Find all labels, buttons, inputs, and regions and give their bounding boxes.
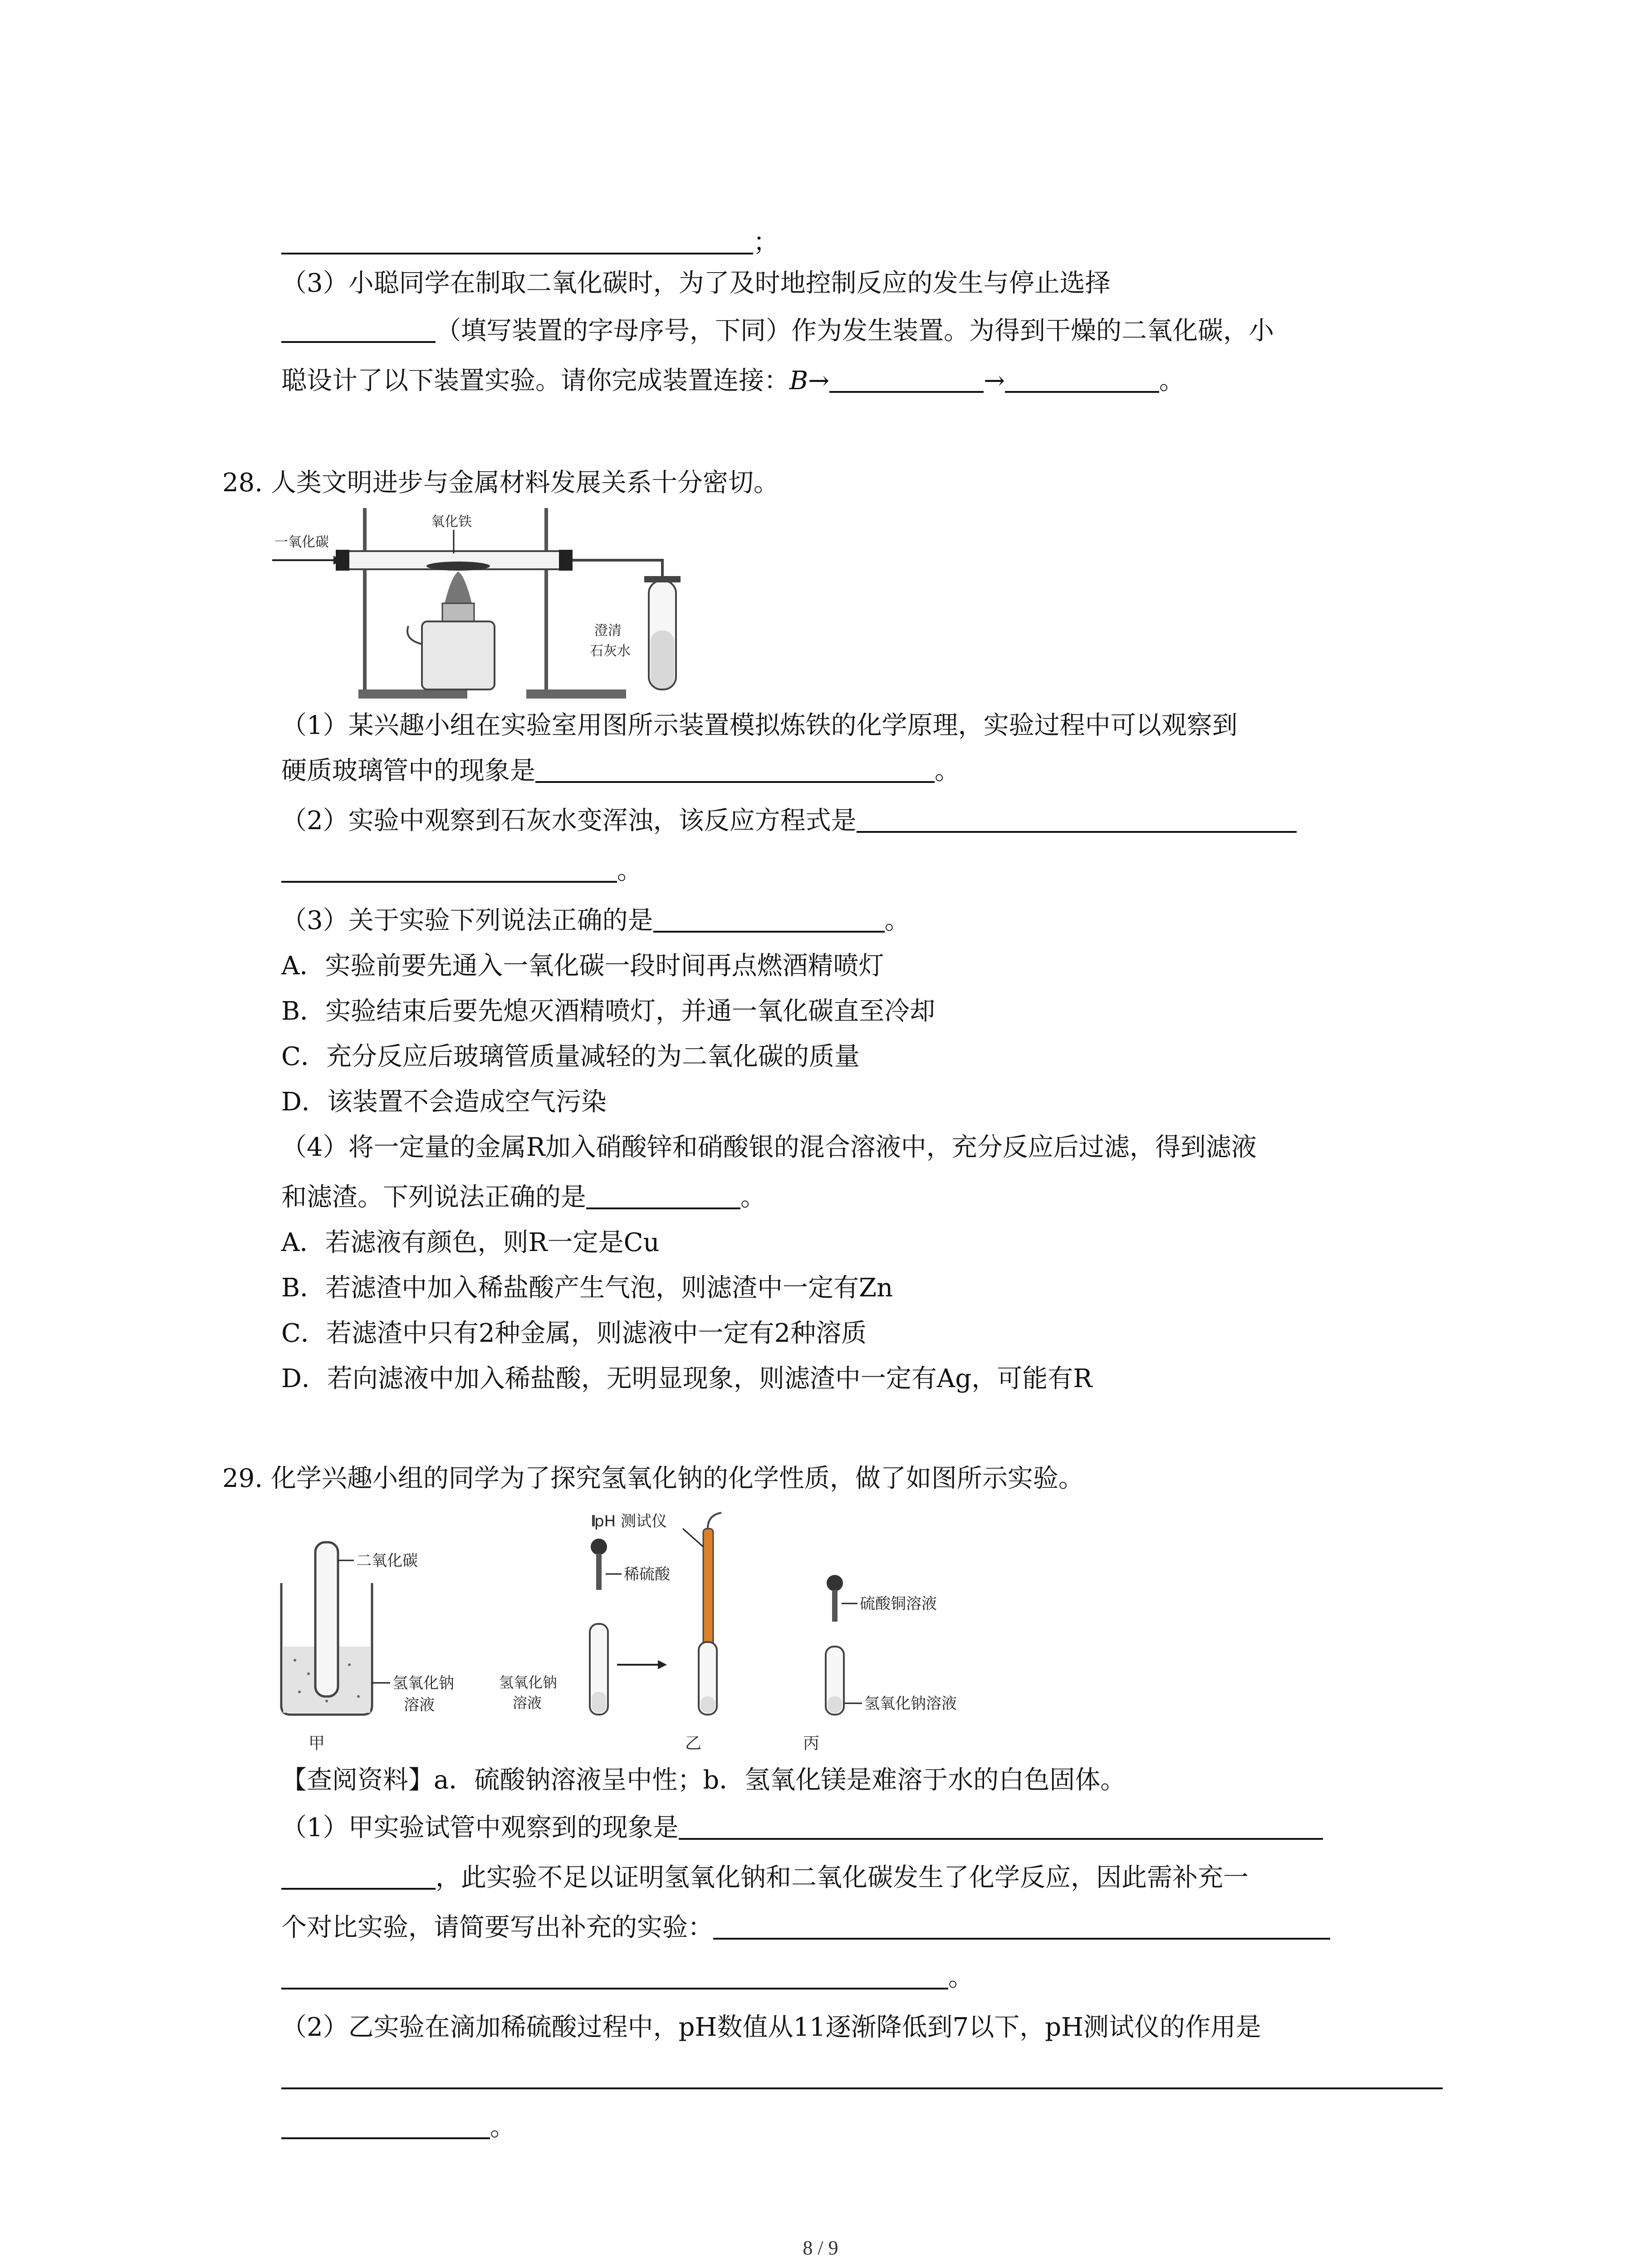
q28-part4-line1: （4）将一定量的金属R加入硝酸锌和硝酸银的混合溶液中，充分反应后过滤，得到滤液 [281, 1133, 1257, 1162]
svg-text:稀硫酸: 稀硫酸 [624, 1565, 670, 1584]
stand-rod-left [363, 508, 367, 694]
svg-text:乙: 乙 [685, 1734, 702, 1753]
q28-part1-line2: 硬质玻璃管中的现象是 。 [281, 753, 960, 789]
q29-info: 【查阅资料】a．硫酸钠溶液呈中性；b．氢氧化镁是难溶于水的白色固体。 [281, 1765, 1126, 1795]
q28-part4-option-a: A．若滤液有颜色，则R一定是Cu [281, 1228, 660, 1257]
stand-base-right [526, 689, 626, 699]
answer-blank[interactable] [713, 1911, 1330, 1940]
stand-rod-right [544, 508, 548, 694]
answer-blank[interactable] [535, 754, 935, 783]
answer-blank[interactable] [281, 2060, 1443, 2089]
svg-text:溶液: 溶液 [404, 1696, 435, 1714]
q27-part3-line1: （3）小聪同学在制取二氧化碳时，为了及时地控制反应的发生与停止选择 [281, 269, 1111, 298]
stopper-right [559, 550, 573, 571]
q28-part1-line1: （1）某兴趣小组在实验室用图所示装置模拟炼铁的化学原理，实验过程中可以观察到 [281, 711, 1238, 740]
flame-icon [445, 572, 472, 603]
dropper-bulb-bing [827, 1575, 843, 1591]
answer-blank[interactable] [281, 1960, 948, 1989]
q28-iron-smelting-figure [272, 508, 726, 708]
q29-part2-line1: （2）乙实验在滴加稀硫酸过程中，pH数值从11逐渐降低到7以下，pH测试仪的作用是 [281, 2013, 1261, 2042]
q28-part3-option-a: A．实验前要先通入一氧化碳一段时间再点燃酒精喷灯 [281, 951, 884, 981]
q28-part3-option-d: D．该装置不会造成空气污染 [281, 1087, 607, 1117]
svg-text:氢氧化钠: 氢氧化钠 [392, 1674, 454, 1692]
q28-part2-line1: （2）实验中观察到石灰水变浑浊，该反应方程式是 [281, 803, 1297, 839]
q27-part3-line2: （填写装置的字母序号，下同）作为发生装置。为得到干燥的二氧化碳，小 [281, 313, 1274, 349]
q29-part2-line3: 。 [281, 2109, 515, 2146]
answer-blank[interactable] [281, 854, 617, 883]
svg-text:甲: 甲 [309, 1734, 325, 1753]
answer-blank[interactable] [586, 1180, 740, 1209]
answer-blank[interactable] [857, 804, 1297, 833]
answer-blank[interactable] [281, 2110, 490, 2139]
svg-text:澄清: 澄清 [594, 623, 622, 639]
q27-part3-line3: 聪设计了以下装置实验。请你完成装置连接：B→ → 。 [281, 363, 1185, 399]
dropper-tube [596, 1554, 602, 1590]
q27-answer-line: ； [281, 225, 779, 261]
svg-text:氢氧化钠溶液: 氢氧化钠溶液 [864, 1695, 957, 1713]
q28-title: 28. 人类文明进步与金属材料发展关系十分密切。 [222, 468, 779, 498]
answer-blank[interactable] [679, 1811, 1323, 1840]
svg-text:二氧化碳: 二氧化碳 [356, 1552, 418, 1570]
svg-text:一氧化碳: 一氧化碳 [274, 534, 329, 550]
q29-part1-line1: （1）甲实验试管中观察到的现象是 [281, 1810, 1323, 1846]
svg-text:丙: 丙 [803, 1734, 820, 1753]
answer-blank[interactable] [281, 314, 436, 343]
page-number: 8 / 9 [803, 2237, 838, 2259]
svg-text:石灰水: 石灰水 [590, 643, 631, 659]
q29-naoh-experiments-figure [272, 1510, 998, 1755]
stand-base-left [358, 689, 467, 699]
answer-blank[interactable] [281, 1861, 436, 1890]
alcohol-burner [422, 621, 495, 689]
answer-blank[interactable] [653, 904, 885, 933]
svg-text:氧化铁: 氧化铁 [431, 514, 472, 530]
q28-part3-option-b: B．实验结束后要先熄灭酒精喷灯，并通一氧化碳直至冷却 [281, 997, 936, 1026]
inverted-test-tube [315, 1542, 338, 1696]
svg-text:pH 测试仪: pH 测试仪 [594, 1512, 667, 1530]
q28-part3: （3）关于实验下列说法正确的是 。 [281, 903, 910, 939]
dropper-bulb [591, 1539, 607, 1555]
answer-blank[interactable] [281, 225, 753, 254]
svg-text:氢氧化钠: 氢氧化钠 [499, 1674, 558, 1691]
q28-part4-option-d: D．若向滤液中加入稀盐酸，无明显现象，则滤渣中一定有Ag，可能有R [281, 1364, 1092, 1393]
q29-part1-line4: 。 [281, 1960, 974, 1996]
q29-title: 29. 化学兴趣小组的同学为了探究氢氧化钠的化学性质，做了如图所示实验。 [222, 1464, 1084, 1493]
q28-part2-line2: 。 [281, 853, 642, 889]
answer-blank[interactable] [1005, 364, 1159, 393]
svg-text:溶液: 溶液 [513, 1694, 542, 1711]
iron-oxide-powder [426, 562, 490, 571]
svg-text:硫酸铜溶液: 硫酸铜溶液 [860, 1595, 937, 1613]
q29-part1-line2: ，此实验不足以证明氢氧化钠和二氧化碳发生了化学反应，因此需补充一 [281, 1860, 1249, 1896]
arrow-right-icon [658, 1660, 667, 1669]
q28-part4-line2: 和滤渣。下列说法正确的是 。 [281, 1179, 766, 1216]
q29-part1-line3: 个对比实验，请简要写出补充的实验： [281, 1910, 1330, 1946]
q28-part4-option-c: C．若滤渣中只有2种金属，则滤液中一定有2种溶质 [281, 1319, 867, 1348]
q28-part4-option-b: B．若滤渣中加入稀盐酸产生气泡，则滤渣中一定有Zn [281, 1273, 893, 1303]
q29-part2-line2 [281, 2059, 1443, 2096]
q28-part3-option-c: C．充分反应后玻璃管质量减轻的为二氧化碳的质量 [281, 1042, 860, 1071]
answer-blank[interactable] [829, 364, 984, 393]
